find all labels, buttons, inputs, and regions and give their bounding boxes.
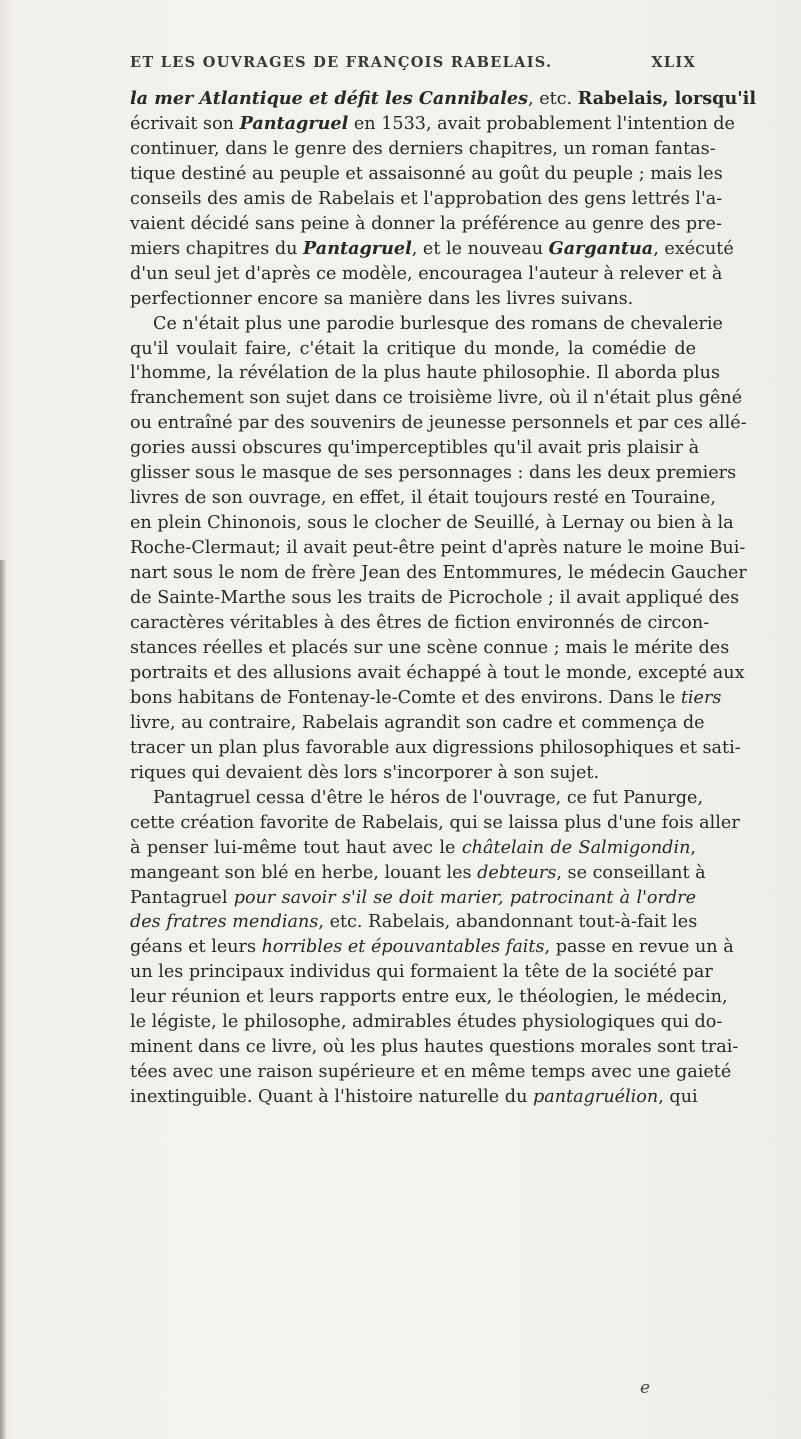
- text-line: glisser sous le masque de ses personnages : dans les deux premiers: [130, 463, 737, 484]
- text-line: inextinguible. Quant à l'histoire naturelle du pantagruélion, qui: [130, 1087, 698, 1108]
- text-line: Pantagruel pour savoir s'il se doit marier, patrocinant à l'ordre: [130, 887, 697, 908]
- text-line: tique destiné au peuple et assaisonné au goût du peuple ; mais les: [130, 163, 723, 184]
- text-line: nart sous le nom de frère Jean des Entommures, le médecin Gaucher: [130, 563, 747, 584]
- text-line: en plein Chinonois, sous le clocher de Seuillé, à Lernay ou bien à la: [130, 513, 734, 534]
- text-line: stances réelles et placés sur une scène connue ; mais le mérite des: [130, 637, 730, 658]
- text-line: cette création favorite de Rabelais, qui se laissa plus d'une fois aller: [130, 812, 740, 833]
- text-line: leur réunion et leurs rapports entre eux, le théologien, le médecin,: [130, 987, 728, 1008]
- text-line: minent dans ce livre, où les plus hautes questions morales sont trai-: [130, 1037, 739, 1058]
- page-number: XLIX: [651, 54, 696, 71]
- text-line: caractères véritables à des êtres de fiction environnés de circon-: [130, 613, 710, 634]
- text-line: Pantagruel cessa d'être le héros de l'ouvrage, ce fut Panurge,: [153, 787, 704, 808]
- text-line: tées avec une raison supérieure et en même temps avec une gaieté: [130, 1062, 732, 1083]
- text-line: à penser lui-même tout haut avec le châtelain de Salmigondin,: [130, 837, 696, 858]
- text-line: d'un seul jet d'après ce modèle, encouragea l'auteur à relever et à: [130, 263, 723, 284]
- signature-mark: e: [640, 1378, 651, 1398]
- text-line: Roche-Clermaut; il avait peut-être peint d'après nature le moine Bui-: [130, 538, 746, 559]
- text-line: le légiste, le philosophe, admirables études physiologiques qui do-: [130, 1012, 723, 1033]
- text-line: mangeant son blé en herbe, louant les debteurs, se conseillant à: [130, 862, 706, 883]
- text-line: tracer un plan plus favorable aux digressions philosophiques et sati-: [130, 737, 741, 758]
- text-line: conseils des amis de Rabelais et l'approbation des gens lettrés l'a-: [130, 188, 723, 209]
- text-line: ou entraîné par des souvenirs de jeunesse personnels et par ces allé-: [130, 413, 747, 434]
- text-line: continuer, dans le genre des derniers chapitres, un roman fantas-: [130, 138, 716, 159]
- text-line: bons habitans de Fontenay-le-Comte et des environs. Dans le tiers: [130, 687, 722, 708]
- text-line: un les principaux individus qui formaient la tête de la société par: [130, 962, 713, 983]
- binding-shadow: [0, 560, 7, 1439]
- text-line: livres de son ouvrage, en effet, il était toujours resté en Touraine,: [130, 488, 716, 509]
- text-line: portraits et des allusions avait échappé à tout le monde, excepté aux: [130, 662, 745, 683]
- text-line: franchement son sujet dans ce troisième livre, où il n'était plus gêné: [130, 388, 743, 409]
- text-line: géans et leurs horribles et épouvantables faits, passe en revue un à: [130, 937, 734, 958]
- text-line: gories aussi obscures qu'imperceptibles qu'il avait pris plaisir à: [130, 438, 700, 459]
- text-line: la mer Atlantique et défit les Cannibales, etc. Rabelais, lorsqu'il: [130, 88, 757, 109]
- body-text: [130, 87, 757, 1110]
- text-line: perfectionner encore sa manière dans les livres suivans.: [130, 288, 634, 309]
- text-line: miers chapitres du Pantagruel, et le nouveau Gargantua, exécuté: [130, 237, 734, 259]
- text-line: riques qui devaient dès lors s'incorporer à son sujet.: [130, 762, 600, 783]
- text-line: Ce n'était plus une parodie burlesque des romans de chevalerie: [153, 313, 723, 334]
- text-line: écrivait son Pantagruel en 1533, avait probablement l'intention de: [130, 112, 735, 134]
- text-line: qu'il voulait faire, c'était la critique du monde, la comédie de: [130, 338, 696, 359]
- text-line: vaient décidé sans peine à donner la préférence au genre des pre-: [130, 213, 722, 234]
- text-line: de Sainte-Marthe sous les traits de Picrochole ; il avait appliqué des: [130, 588, 740, 609]
- running-title: ET LES OUVRAGES DE FRANÇOIS RABELAIS.: [130, 54, 553, 71]
- text-line: l'homme, la révélation de la plus haute philosophie. Il aborda plus: [130, 363, 721, 384]
- text-line: livre, au contraire, Rabelais agrandit son cadre et commença de: [130, 712, 705, 733]
- running-header: [130, 54, 696, 76]
- text-line: des fratres mendians, etc. Rabelais, abandonnant tout-à-fait les: [130, 912, 698, 933]
